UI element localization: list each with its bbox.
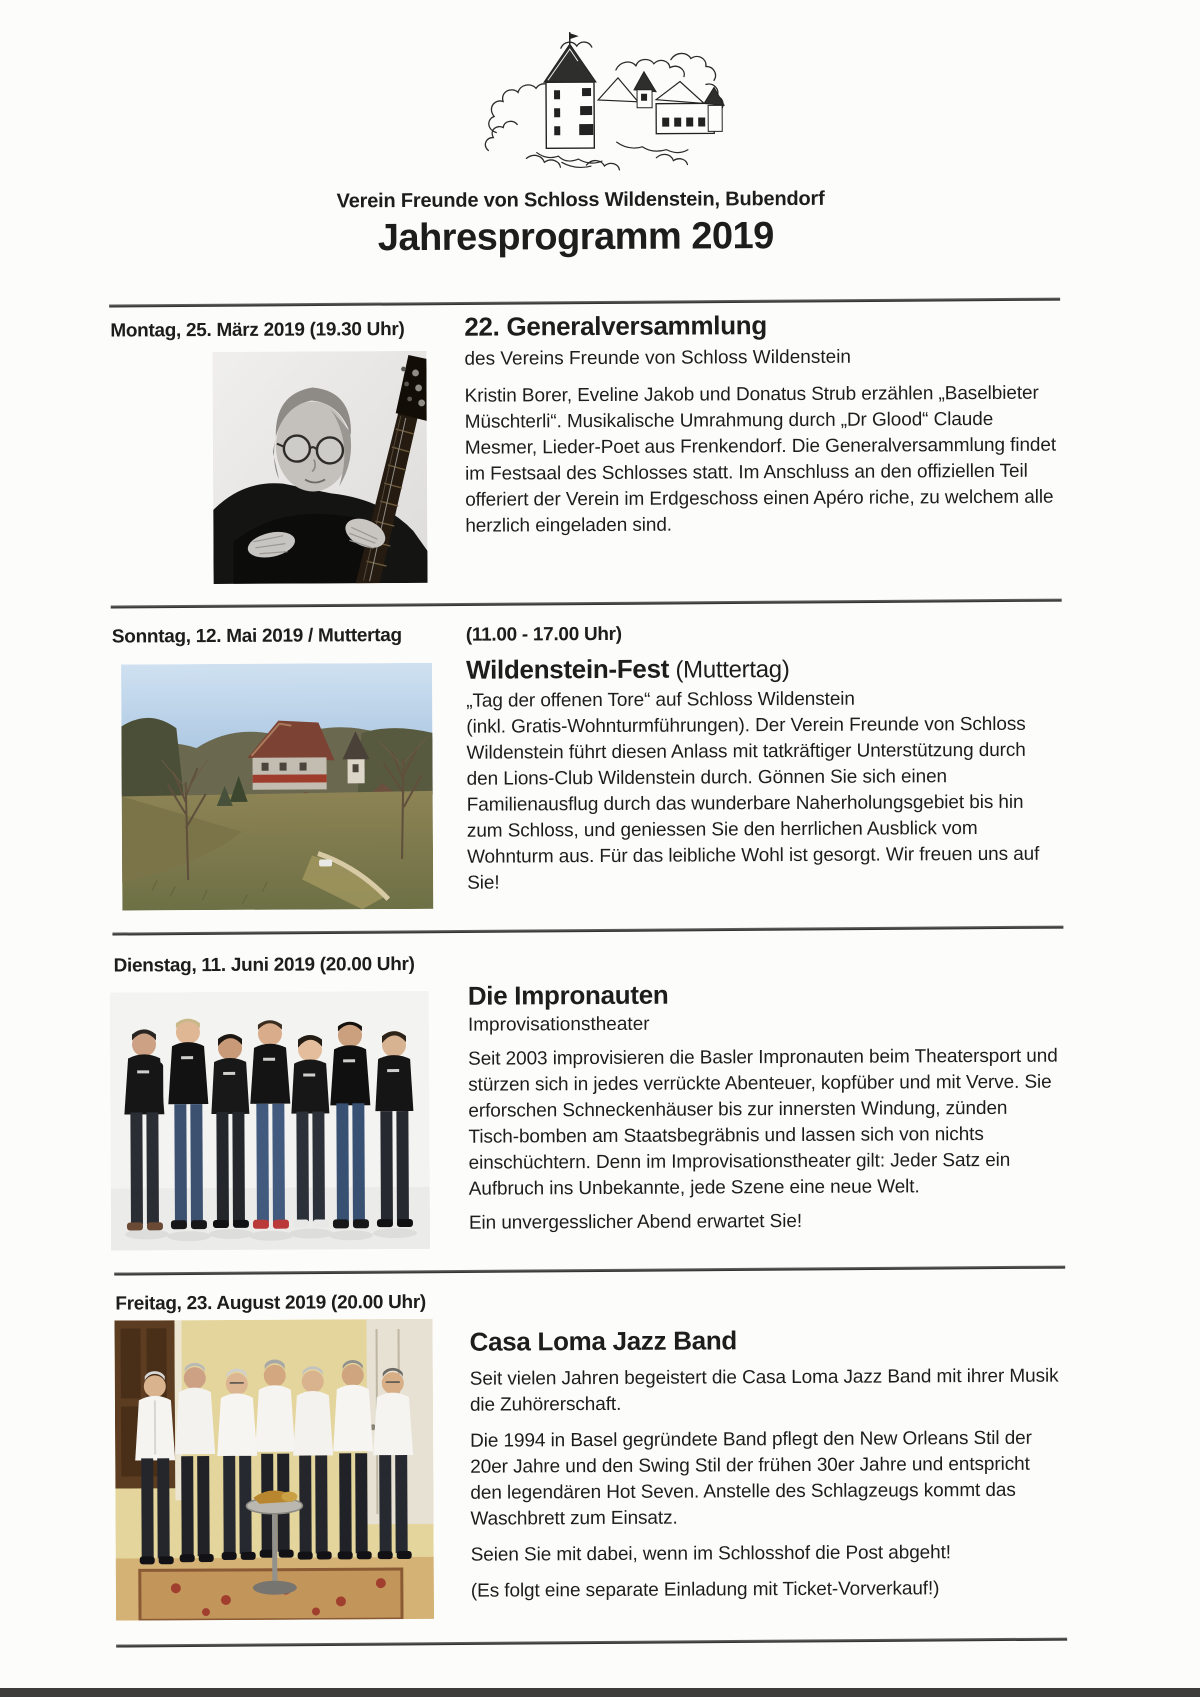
scan-edge-artifact xyxy=(0,1688,1200,1697)
event-photo-portrait-musician xyxy=(212,351,427,584)
event-photo-jazz-band xyxy=(114,1319,434,1621)
event-paragraph: (Es folgt eine separate Einladung mit Ticket-Vorverkauf!) xyxy=(470,1578,940,1602)
event-subtitle: „Tag der offenen Tore“ auf Schloss Wildenstein xyxy=(466,688,855,712)
organization-name: Verein Freunde von Schloss Wildenstein, Bubendorf xyxy=(336,187,825,213)
section-divider xyxy=(114,1266,1065,1276)
event-time: (11.00 - 17.00 Uhr) xyxy=(465,623,622,646)
event-paragraph: Ein unvergesslicher Abend erwartet Sie! xyxy=(468,1210,803,1234)
event-title xyxy=(466,653,790,686)
event-title xyxy=(468,980,669,1012)
event-date: Sonntag, 12. Mai 2019 / Muttertag xyxy=(111,625,402,648)
event-title-text: 22. Generalversammlung xyxy=(464,310,768,342)
castle-sketch-illustration xyxy=(466,29,735,180)
event-description xyxy=(465,381,1060,540)
event-date: Montag, 25. März 2019 (19.30 Uhr) xyxy=(110,319,405,342)
event-paragraph: Kristin Borer, Eveline Jakob und Donatus Strub erzählen „Baselbieter Müschterli“. Musikalische Umrahmung durch „Dr Glood“ Claude Mesmer, Lieder-Poet aus Frenkendorf. Die Generalversammlung findet im Festsaal des Schlosses statt. Im Anschluss an den offiziellen Teil offeriert der Verein im Erdgeschoss einen Apéro riche, zu welchem alle herzlich eingeladen sind. xyxy=(464,382,1057,537)
event-title xyxy=(464,310,767,343)
event-paragraph: Seien Sie mit dabei, wenn im Schlosshof die Post abgeht! xyxy=(470,1542,951,1566)
event-subtitle: Improvisationstheater xyxy=(467,1013,650,1036)
event-description xyxy=(470,1364,1065,1605)
event-description xyxy=(466,686,1061,897)
event-date: Dienstag, 11. Juni 2019 (20.00 Uhr) xyxy=(113,953,415,977)
event-description xyxy=(468,1044,1063,1237)
section-divider xyxy=(116,1638,1067,1648)
event-title-suffix: (Muttertag) xyxy=(668,656,790,684)
section-divider xyxy=(112,926,1063,936)
event-title-text: Die Impronauten xyxy=(467,979,669,1011)
event-photo-castle-landscape xyxy=(121,663,433,911)
section-divider xyxy=(111,599,1062,609)
event-date: Freitag, 23. August 2019 (20.00 Uhr) xyxy=(115,1291,426,1315)
section-divider xyxy=(109,298,1060,308)
event-title-text: Wildenstein-Fest xyxy=(465,653,670,685)
event-photo-theater-group xyxy=(110,991,430,1251)
event-title-text: Casa Loma Jazz Band xyxy=(469,1325,738,1357)
event-title xyxy=(470,1325,738,1357)
event-paragraph: Seit 2003 improvisieren die Basler Impronauten beim Theatersport und stürzen sich in jedes verrückte Abenteuer, kopfüber und mit Verve. Sie erforschen Schneckenhäuser bis zur innersten Windung, zünden Tisch-bomben am Staatsbegräbnis und lassen sich von nichts einschüchtern. Denn im Improvisationstheater gilt: Jeder Satz ein Aufbruch ins Unbekannte, jede Szene eine neue Welt. xyxy=(468,1045,1058,1200)
event-paragraph: Seit vielen Jahren begeistert die Casa Loma Jazz Band mit ihrer Musik die Zuhörerschaft. xyxy=(469,1365,1059,1416)
event-paragraph: (inkl. Gratis-Wohnturmführungen). Der Verein Freunde von Schloss Wildenstein führt diesen Anlass mit tatkräftiger Unterstützung durch den Lions-Club Wildenstein durch. Gönnen Sie sich einen Familienausflug durch das wunderbare Naherholungsgebiet bis hin zum Schloss, und geniessen Sie den herrlichen Ausblick vom Wohnturm aus. Für das leibliche Wohl ist gesorgt. Wir freuen uns auf Sie! xyxy=(466,713,1040,894)
page-title: Jahresprogramm 2019 xyxy=(377,215,774,260)
event-paragraph: Die 1994 in Basel gegründete Band pflegt den New Orleans Stil der 20er Jahre und den Swing Stil der frühen 30er Jahre und entspricht den legendären Hot Seven. Anstelle des Schlagzeugs kommt das Waschbrett zum Einsatz. xyxy=(470,1427,1032,1530)
event-subtitle: des Vereins Freunde von Schloss Wildenstein xyxy=(464,346,852,370)
